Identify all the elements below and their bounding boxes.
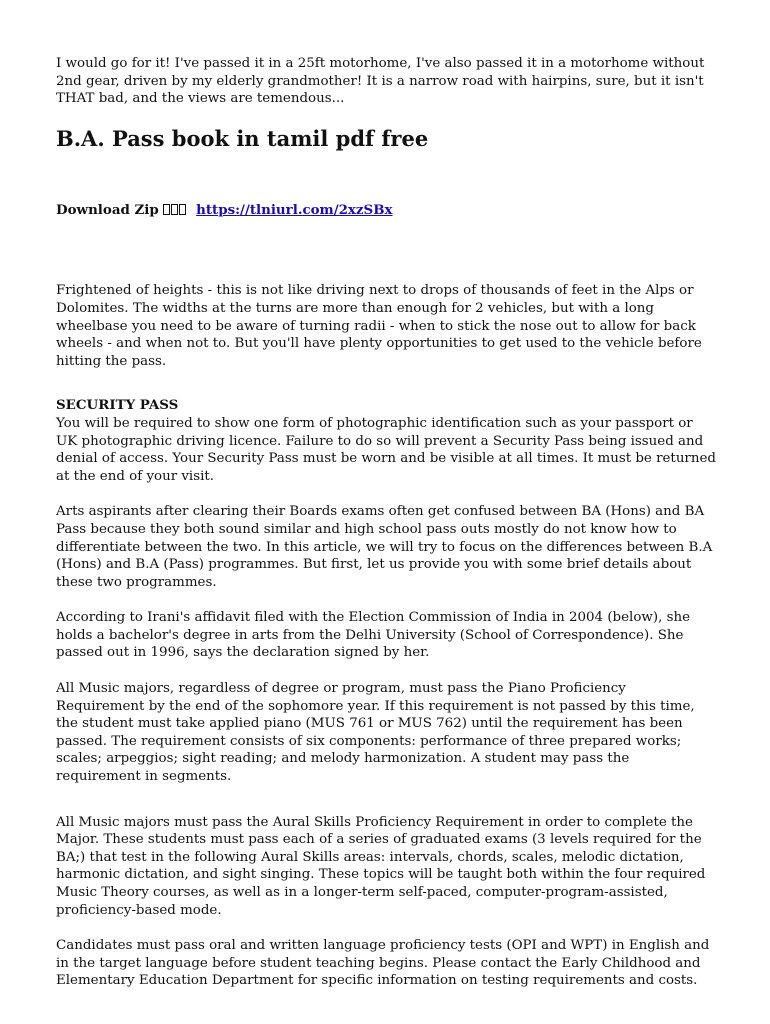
missing-glyph-icon bbox=[163, 204, 170, 215]
body-paragraph: Arts aspirants after clearing their Boards exams often get confused between BA (Hons) and BA Pass because they both sound similar and high school pass outs mostly do not know how to differentiate between the two. In this article, we will try to focus on the differences between B.A (Hons) and B.A (Pass) programmes. But first, let us provide you with some brief details about these two programmes. bbox=[56, 504, 713, 590]
intro-paragraph: I would go for it! I've passed it in a 25ft motorhome, I've also passed it in a motorhome without 2nd gear, driven by my elderly grandmother! It is a narrow road with hairpins, sure, but it isn't THAT bad, and the views are temendous... bbox=[56, 56, 705, 107]
missing-glyph-icon bbox=[171, 204, 178, 215]
page-title: B.A. Pass book in tamil pdf free bbox=[56, 125, 429, 151]
missing-glyph-icons bbox=[163, 202, 187, 218]
download-link[interactable]: https://tlniurl.com/2xzSBx bbox=[196, 201, 393, 218]
security-heading: SECURITY PASS bbox=[56, 397, 179, 414]
heights-paragraph: Frightened of heights - this is not like driving next to drops of thousands of feet in the Alps or Dolomites. The widths at the turns are more than enough for 2 vehicles, but with a long wheelbase you need to be aware of turning radii - when to stick the nose out to allow for back wheels - and when not to. But you'll have plenty opportunities to get used to the vehicle before hitting the pass. bbox=[56, 283, 702, 369]
body-paragraph: According to Irani's affidavit filed with the Election Commission of India in 2004 (below), she holds a bachelor's degree in arts from the Delhi University (School of Correspondence). She passed out in 1996, says the declaration signed by her. bbox=[56, 610, 691, 661]
document-page bbox=[56, 55, 718, 990]
security-paragraph: You will be required to show one form of photographic identification such as your passport or UK photographic driving licence. Failure to do so will prevent a Security Pass being issued and denial of access. Your Security Pass must be worn and be visible at all times. It must be returned at the end of your visit. bbox=[56, 415, 716, 484]
missing-glyph-icon bbox=[179, 204, 186, 215]
download-label: Download Zip bbox=[56, 201, 159, 218]
body-paragraph: All Music majors, regardless of degree or program, must pass the Piano Proficiency Requirement by the end of the sophomore year. If this requirement is not passed by this time, the student must take applied piano (MUS 761 or MUS 762) until the requirement has been passed. The requirement consists of six components: performance of three prepared works; scales; arpeggios; sight reading; and melody harmonization. A student may pass the requirement in segments. bbox=[56, 681, 695, 785]
body-paragraph: All Music majors must pass the Aural Skills Proficiency Requirement in order to complete the Major. These students must pass each of a series of graduated exams (3 levels required for the BA;) that test in the following Aural Skills areas: intervals, chords, scales, melodic dictation, harmonic dictation, and sight singing. These topics will be taught both within the four required Music Theory courses, as well as in a longer-term self-paced, computer-program-assisted, proficiency-based mode. bbox=[56, 814, 706, 918]
download-line bbox=[56, 202, 718, 220]
body-paragraph: Candidates must pass oral and written language proficiency tests (OPI and WPT) in English and in the target language before student teaching begins. Please contact the Early Childhood and Elementary Education Department for specific information on testing requirements and costs. bbox=[56, 938, 710, 989]
